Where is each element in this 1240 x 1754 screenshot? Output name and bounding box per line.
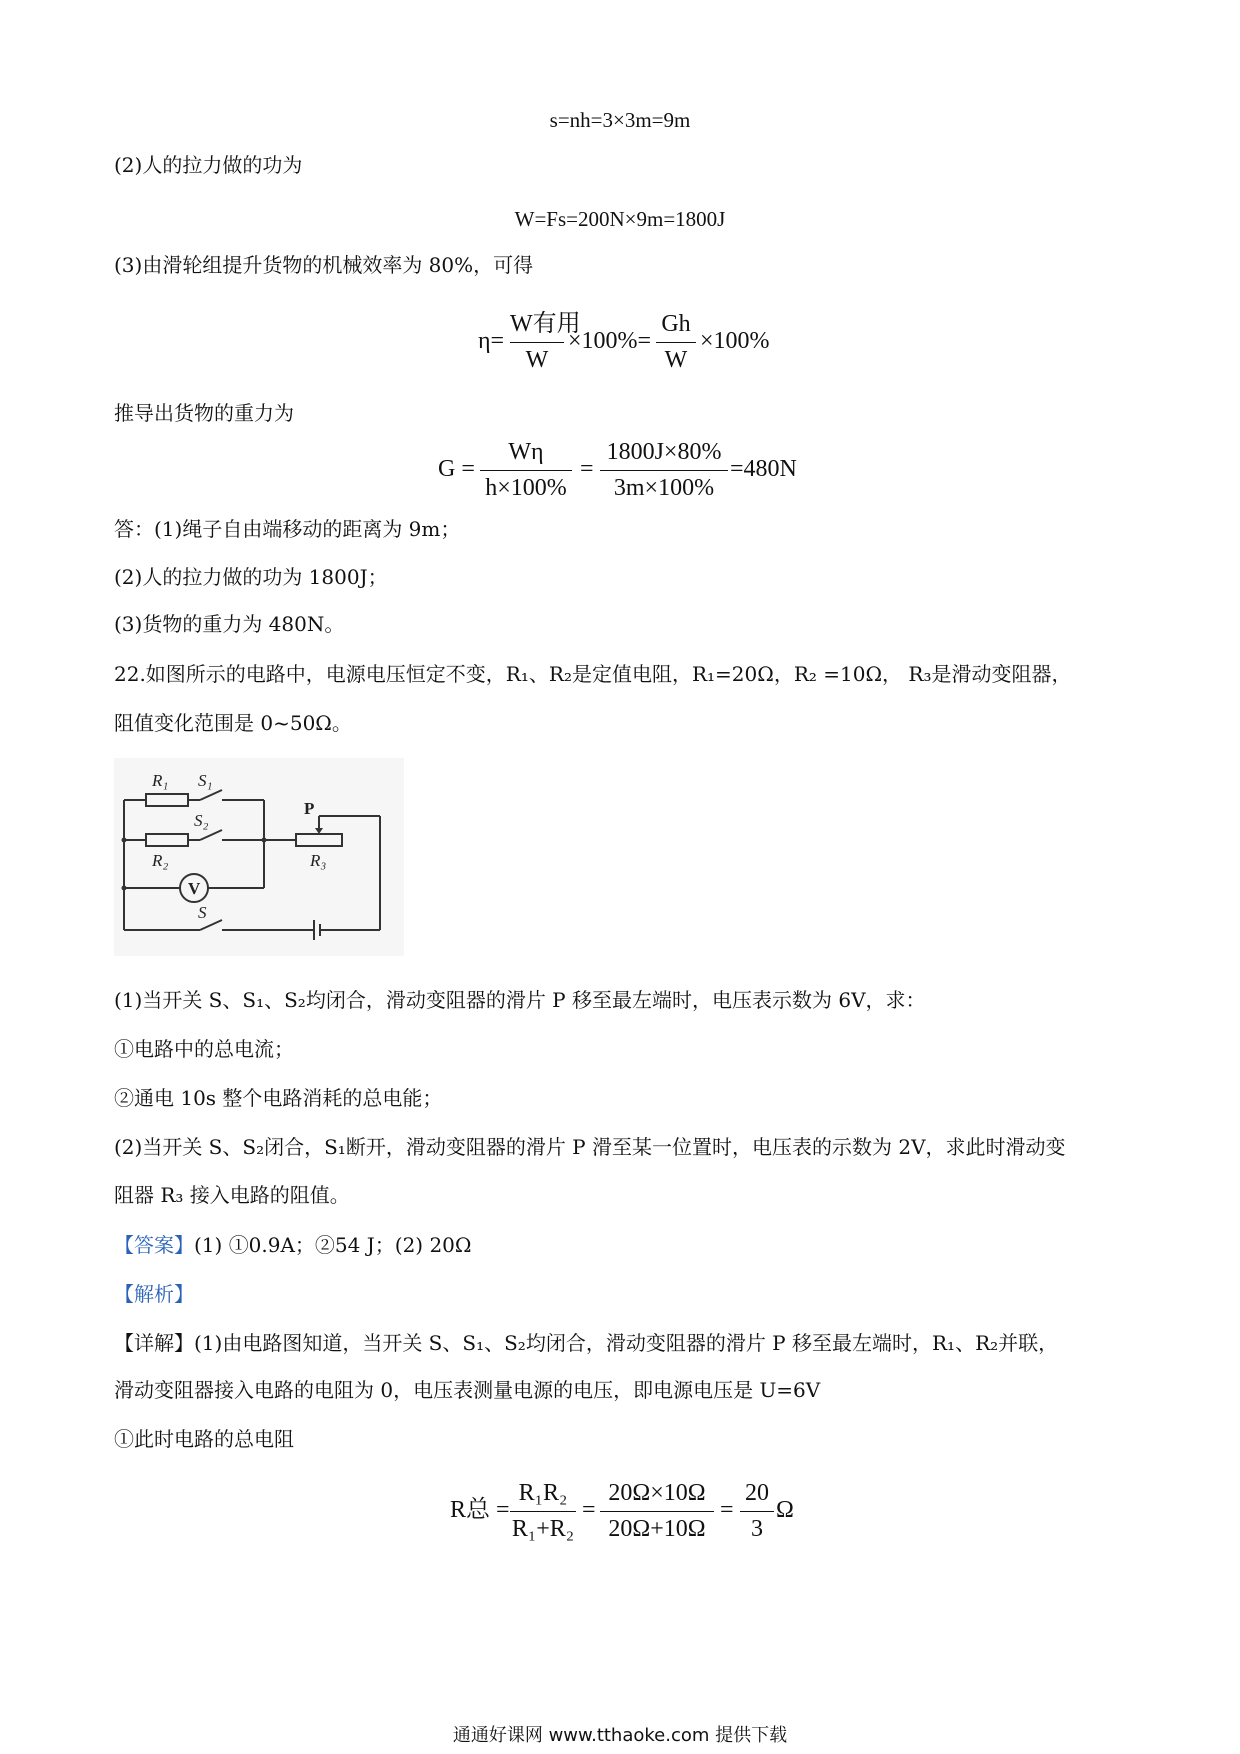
fraction-denominator: h×100%: [485, 475, 567, 501]
fraction-numerator: Gh: [661, 311, 691, 337]
text-line: (2)人的拉力做的功为 1800J；: [114, 565, 388, 589]
eq-r-unit: Ω: [776, 1497, 794, 1523]
label-s: S: [198, 903, 207, 922]
eq-work: W=Fs=200N×9m=1800J: [514, 207, 726, 231]
circuit-svg: [114, 758, 404, 956]
fraction-denominator: 3m×100%: [613, 475, 715, 501]
text-line: 阻值变化范围是 0~50Ω。: [114, 711, 352, 735]
eq-g-equals: =: [580, 456, 594, 482]
fraction-numerator: W有用: [510, 311, 581, 337]
answer-tag: 【答案】: [114, 1233, 194, 1257]
fraction-numerator: 20: [745, 1480, 769, 1506]
text-line: ①电路中的总电流；: [114, 1037, 294, 1061]
fraction-bar: [600, 1511, 714, 1512]
fraction: [656, 310, 696, 374]
fraction-numerator: Wη: [508, 439, 544, 465]
eq-eta-mid: ×100%=: [568, 328, 652, 354]
text-line: (2)人的拉力做的功为: [114, 153, 303, 177]
label-r3: R₃: [310, 851, 327, 870]
answer-text: (1) ①0.9A；②54 J；(2) 20Ω: [194, 1233, 472, 1257]
fraction-bar: [480, 470, 572, 471]
label-r2: R₂: [152, 851, 169, 870]
fraction-denominator: 3: [751, 1516, 763, 1542]
page-footer: 通通好课网 www.tthaoke.com 提供下载: [452, 1725, 788, 1746]
fraction-denominator: R₁+R₂: [511, 1516, 575, 1542]
fraction-bar: [510, 342, 564, 343]
eq-g-lhs: G =: [438, 456, 475, 482]
eq-eta-tail: ×100%: [700, 328, 770, 354]
text-line: 推导出货物的重力为: [114, 401, 294, 425]
eq-r-equals: =: [582, 1497, 596, 1523]
fraction: [480, 438, 572, 502]
fraction: [600, 438, 728, 502]
fraction-numerator: 1800J×80%: [606, 439, 722, 465]
subquestion-1: (1)当开关 S、S₁、S₂均闭合，滑动变阻器的滑片 P 移至最左端时，电压表示数为 6V，求：: [114, 988, 926, 1012]
text-line: 滑动变阻器接入电路的电阻为 0，电压表测量电源的电压，即电源电压是 U=6V: [114, 1378, 821, 1402]
question-22: 22.如图所示的电路中，电源电压恒定不变，R₁、R₂是定值电阻，R₁=20Ω，R₂ =10Ω， R₃是滑动变阻器，: [114, 662, 1072, 686]
text-line: 阻器 R₃ 接入电路的阻值。: [114, 1183, 350, 1207]
analysis-tag: 【解析】: [114, 1282, 194, 1306]
fraction-denominator: W: [664, 347, 688, 373]
text-line: (3)货物的重力为 480N。: [114, 612, 345, 636]
eq-r-equals: =: [720, 1497, 734, 1523]
answer-line: [114, 1231, 1134, 1259]
fraction: [510, 1479, 576, 1543]
eq-r-lhs: R总 =: [450, 1497, 510, 1523]
detail-line: 【详解】(1)由电路图知道，当开关 S、S₁、S₂均闭合，滑动变阻器的滑片 P 移至最左端时，R₁、R₂并联，: [114, 1331, 1059, 1355]
fraction-bar: [510, 1511, 576, 1512]
label-s1: S₁: [198, 771, 213, 790]
circuit-diagram: [114, 758, 404, 956]
fraction-numerator: 20Ω×10Ω: [608, 1480, 706, 1506]
eq-g-result: =480N: [730, 456, 797, 482]
fraction-numerator: R₁R₂: [518, 1480, 568, 1506]
subquestion-2: (2)当开关 S、S₂闭合，S₁断开，滑动变阻器的滑片 P 滑至某一位置时，电压表的示数为 2V，求此时滑动变: [114, 1135, 1066, 1159]
label-p: P: [304, 799, 315, 818]
eq-rope-distance: s=nh=3×3m=9m: [549, 108, 691, 132]
fraction: [740, 1479, 774, 1543]
label-v: V: [188, 879, 201, 898]
fraction-denominator: 20Ω+10Ω: [608, 1516, 706, 1542]
fraction-bar: [740, 1511, 774, 1512]
fraction-bar: [600, 470, 728, 471]
label-s2: S₂: [194, 811, 209, 830]
text-line: (3)由滑轮组提升货物的机械效率为 80%，可得: [114, 253, 534, 277]
fraction-denominator: W: [525, 347, 549, 373]
text-line: ①此时电路的总电阻: [114, 1427, 294, 1451]
fraction-bar: [656, 342, 696, 343]
text-line: ②通电 10s 整个电路消耗的总电能；: [114, 1086, 443, 1110]
eq-eta-lhs: η=: [478, 328, 505, 354]
label-r1: R₁: [152, 771, 169, 790]
text-line: 答：(1)绳子自由端移动的距离为 9m；: [114, 517, 461, 541]
fraction: [600, 1479, 714, 1543]
fraction: [510, 310, 581, 374]
